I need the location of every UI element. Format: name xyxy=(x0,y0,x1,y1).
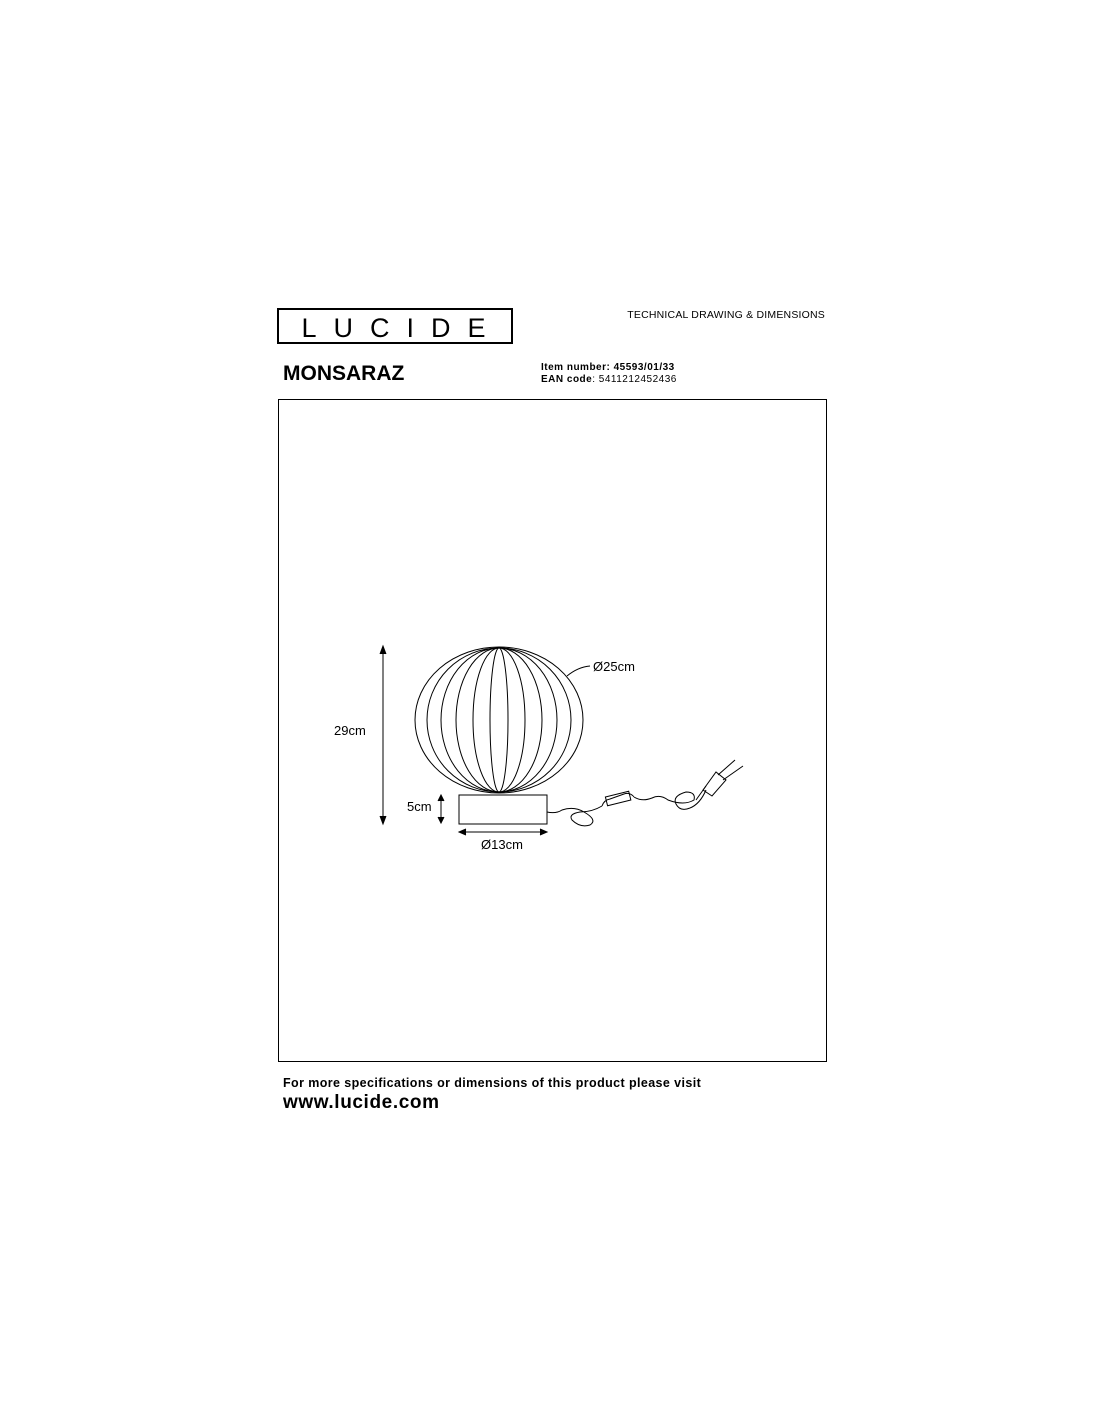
ean-label: EAN code xyxy=(541,374,593,385)
plug-pin-top xyxy=(718,760,735,775)
website-link[interactable]: www.lucide.com xyxy=(283,1092,440,1113)
height-total-label: 29cm xyxy=(334,723,366,738)
base-diameter-label: Ø13cm xyxy=(481,837,523,852)
document-title: TECHNICAL DRAWING & DIMENSIONS xyxy=(627,309,825,321)
plug-body xyxy=(703,772,726,796)
footer-note: For more specifications or dimensions of this product please visit xyxy=(283,1076,702,1090)
base-height-dimension-line xyxy=(438,795,444,823)
lamp-base xyxy=(459,795,547,824)
base-height-label: 5cm xyxy=(407,799,432,814)
item-number-value: 45593/01/33 xyxy=(613,362,675,373)
height-dimension-line xyxy=(380,646,386,824)
product-name: MONSARAZ xyxy=(283,362,405,385)
lamp-shade xyxy=(415,647,583,793)
ean-row: EAN code: 5411212452436 xyxy=(541,374,677,385)
shade-diameter-leader xyxy=(567,666,590,676)
shade-diameter-label: Ø25cm xyxy=(593,659,635,674)
logo-text: LUCIDE xyxy=(301,313,503,343)
base-diameter-dimension-line xyxy=(459,829,547,835)
item-number-label: Item number: xyxy=(541,362,611,373)
ean-value: 5411212452436 xyxy=(598,374,677,385)
power-cord xyxy=(547,760,743,826)
